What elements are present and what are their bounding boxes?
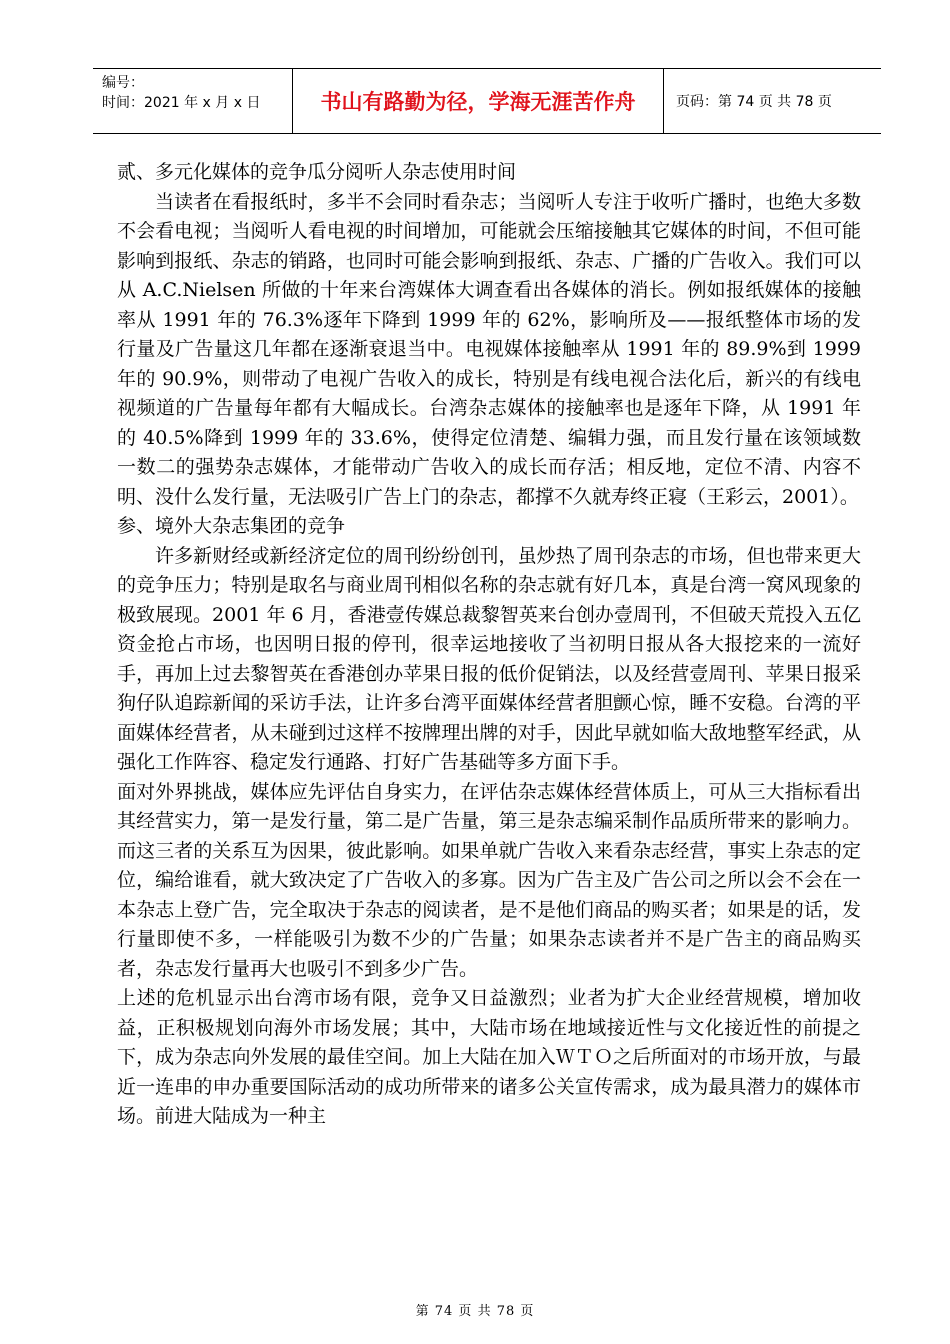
page-footer — [0, 1300, 950, 1319]
paragraph: 许多新财经或新经济定位的周刊纷纷创刊，虽炒热了周刊杂志的市场，但也带来更大的竞争压力；特别是取名与商业周刊相似名称的杂志就有好几本，真是台湾一窝风现象的极致展现。2001 年 6 月，香港壹传媒总裁黎智英来台创办壹周刊，不但破天荒投入五亿资金抢占市场，也因明日报的停刊，很幸运地接收了当初明日报从各大报挖来的一流好手，再加上过去黎智英在香港创办苹果日报的低价促销法，以及经营壹周刊、苹果日报采狗仔队追踪新闻的采访手法，让许多台湾平面媒体经营者胆颤心惊，睡不安稳。台湾的平面媒体经营者，从未碰到过这样不按牌理出牌的对手，因此早就如临大敌地整军经武，从强化工作阵容、稳定发行通路、打好广告基础等多方面下手。 — [117, 544, 861, 773]
section-heading-3: 参、境外大杂志集团的竞争 — [117, 515, 346, 537]
paragraph: 面对外界挑战，媒体应先评估自身实力，在评估杂志媒体经营体质上，可从三大指标看出其经营实力，第一是发行量，第二是广告量，第三是杂志编采制作品质所带来的影响力。而这三者的关系互为因果，彼此影响。如果单就广告收入来看杂志经营，事实上杂志的定位，编给谁看，就大致决定了广告收入的多寡。因为广告主及广告公司之所以会不会在一本杂志上登广告，完全取决于杂志的阅读者，是不是他们商品的购买者；如果是的话，发行量即使不多，一样能吸引为数不少的广告量；如果杂志读者并不是广告主的商品购买者，杂志发行量再大也吸引不到多少广告。 — [117, 780, 861, 980]
document-body — [117, 158, 861, 1132]
section-heading-2: 贰、多元化媒体的竞争瓜分阅听人杂志使用时间 — [117, 161, 517, 183]
serial-number-label: 编号： — [102, 75, 144, 91]
date-label: 时间：2021 年 x 月 x 日 — [102, 95, 261, 111]
paragraph: 当读者在看报纸时，多半不会同时看杂志；当阅听人专注于收听广播时，也绝大多数不会看电视；当阅听人看电视的时间增加，可能就会压缩接触其它媒体的时间，不但可能影响到报纸、杂志的销路，也同时可能会影响到报纸、杂志、广播的广告收入。我们可以从 A.C.Nielsen 所做的十年来台湾媒体大调查看出各媒体的消长。例如报纸媒体的接触率从 1991 年的 76.3%逐年下降到 1999 年的 62%，影响所及——报纸整体市场的发行量及广告量这几年都在逐渐衰退当中。电视媒体接触率从 1991 年的 89.9%到 1999 年的 90.9%，则带动了电视广告收入的成长，特别是有线电视合法化后，新兴的有线电视频道的广告量每年都有大幅成长。台湾杂志媒体的接触率也是逐年下降，从 1991 年的 40.5%降到 1999 年的 33.6%，使得定位清楚、编辑力强，而且发行量在该领域数一数二的强势杂志媒体，才能带动广告收入的成长而存活；相反地，定位不清、内容不明、没什么发行量，无法吸引广告上门的杂志，都撑不久就寿终正寝（王彩云，2001）。 — [117, 190, 861, 508]
header-info-cell — [93, 69, 293, 133]
motto-text: 书山有路勤为径，学海无涯苦作舟 — [320, 90, 636, 114]
header-page-cell — [664, 69, 881, 133]
footer-page-number: 第 74 页 共 78 页 — [415, 1304, 535, 1319]
header-motto-cell — [293, 69, 664, 133]
paragraph: 上述的危机显示出台湾市场有限，竞争又日益激烈；业者为扩大企业经营规模，增加收益，正积极规划向海外市场发展；其中，大陆市场在地域接近性与文化接近性的前提之下，成为杂志向外发展的最佳空间。加上大陆在加入ＷＴＯ之后所面对的市场开放，与最近一连串的申办重要国际活动的成功所带来的诸多公关宣传需求，成为最具潜力的媒体市场。前进大陆成为一种主 — [117, 987, 861, 1127]
page-code: 页码：第 74 页 共 78 页 — [676, 94, 832, 110]
page-header — [93, 68, 881, 134]
